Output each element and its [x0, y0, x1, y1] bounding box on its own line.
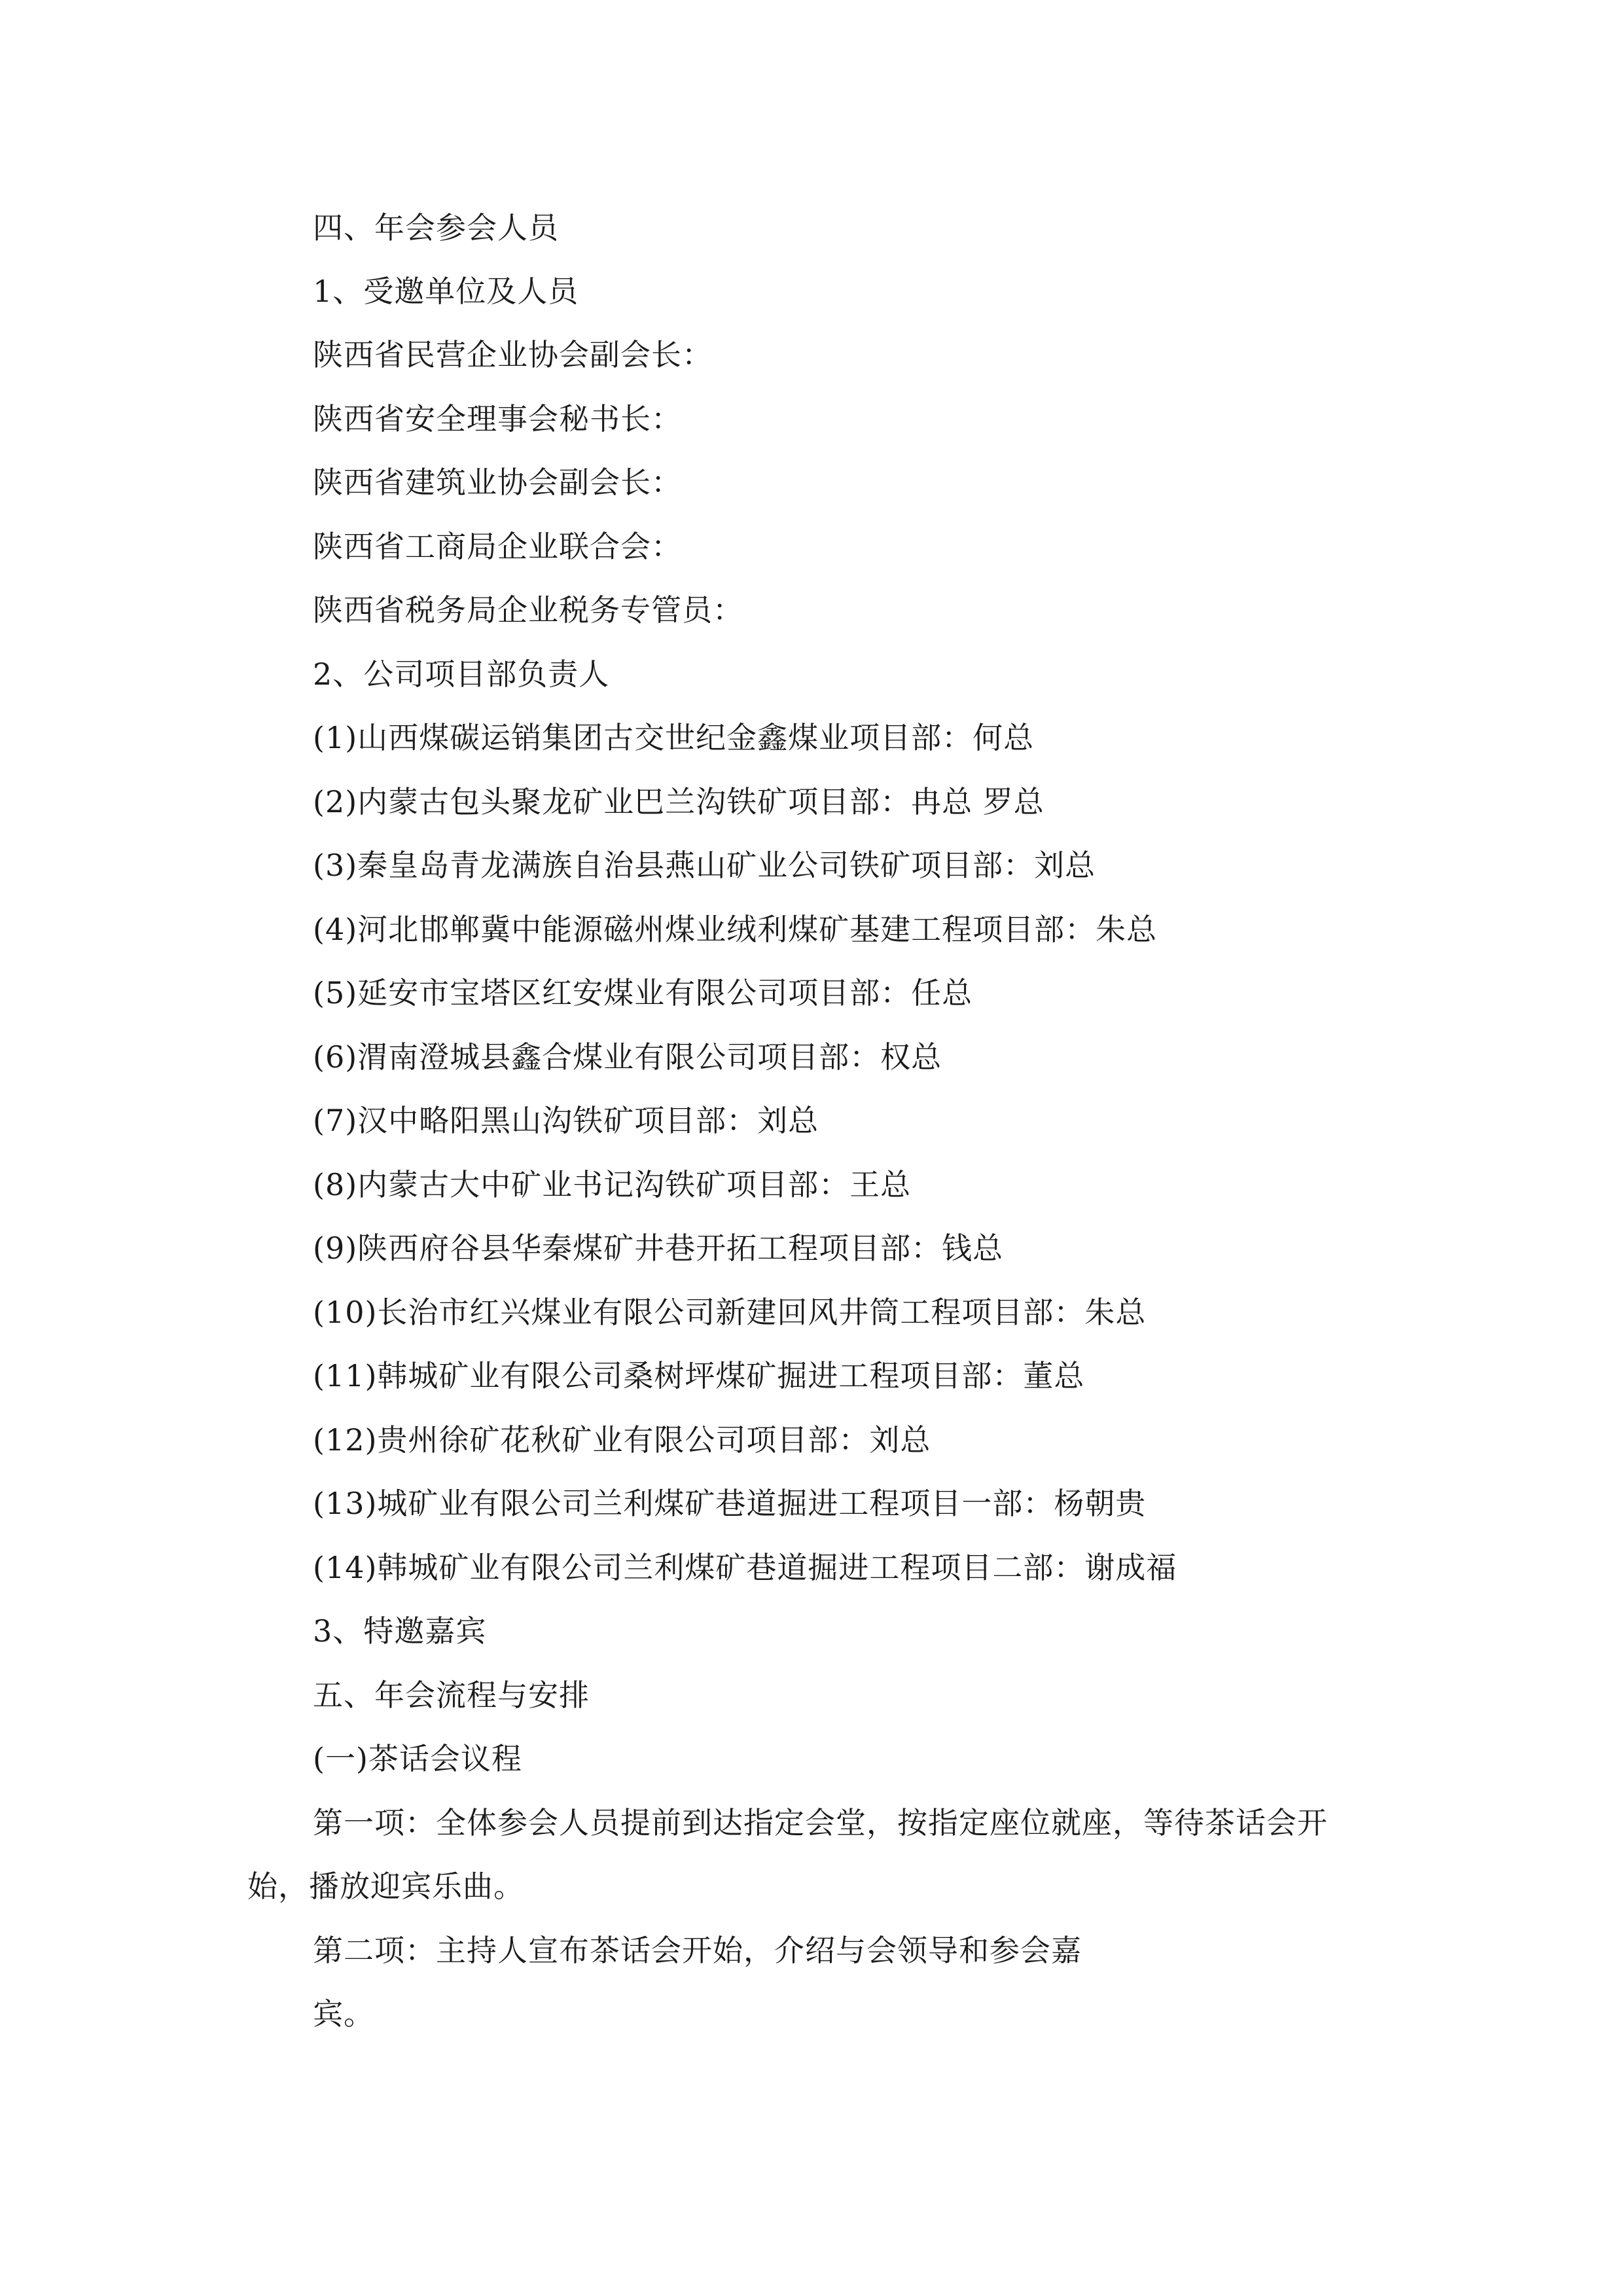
project-line: (10)长治市红兴煤业有限公司新建回风井筒工程项目部：朱总: [313, 1295, 1147, 1330]
project-line: (4)河北邯郸冀中能源磁州煤业绒利煤矿基建工程项目部：朱总: [313, 912, 1158, 947]
project-line: (9)陕西府谷县华秦煤矿井巷开拓工程项目部：钱总: [313, 1230, 1004, 1266]
paragraph-line: 第一项：全体参会人员提前到达指定会堂，按指定座位就座，等待茶话会开: [313, 1805, 1328, 1840]
paragraph-line: 第二项：主持人宣布茶话会开始，介绍与会领导和参会嘉: [313, 1933, 1082, 1968]
project-line: (1)山西煤碳运销集团古交世纪金鑫煤业项目部：何总: [313, 720, 1035, 755]
project-line: (2)内蒙古包头聚龙矿业巴兰沟铁矿项目部：冉总 罗总: [313, 784, 1044, 819]
subheading: 3、特邀嘉宾: [313, 1613, 487, 1649]
section-heading: 四、年会参会人员: [313, 210, 559, 245]
project-line: (6)渭南澄城县鑫合煤业有限公司项目部：权总: [313, 1039, 942, 1075]
section-heading: 五、年会流程与安排: [313, 1677, 590, 1713]
subheading: 2、公司项目部负责人: [313, 656, 610, 692]
invitee-line: 陕西省税务局企业税务专管员：: [313, 592, 743, 628]
project-line: (3)秦皇岛青龙满族自治县燕山矿业公司铁矿项目部：刘总: [313, 848, 1096, 883]
project-line: (14)韩城矿业有限公司兰利煤矿巷道掘进工程项目二部：谢成福: [313, 1550, 1177, 1585]
paragraph-line: 宾。: [313, 1996, 374, 2032]
invitee-line: 陕西省民营企业协会副会长：: [313, 337, 713, 372]
project-line: (5)延安市宝塔区红安煤业有限公司项目部：任总: [313, 975, 973, 1011]
invitee-line: 陕西省安全理事会秘书长：: [313, 401, 682, 437]
project-line: (11)韩城矿业有限公司桑树坪煤矿掘进工程项目部：董总: [313, 1358, 1085, 1393]
project-line: (13)城矿业有限公司兰利煤矿巷道掘进工程项目一部：杨朝贵: [313, 1486, 1147, 1521]
subheading: (一)茶话会议程: [313, 1741, 522, 1776]
project-line: (12)贵州徐矿花秋矿业有限公司项目部：刘总: [313, 1422, 931, 1458]
subheading: 1、受邀单位及人员: [313, 274, 579, 309]
project-line: (8)内蒙古大中矿业书记沟铁矿项目部：王总: [313, 1167, 912, 1202]
paragraph-line: 始，播放迎宾乐曲。: [247, 1869, 524, 1904]
project-line: (7)汉中略阳黑山沟铁矿项目部：刘总: [313, 1103, 819, 1138]
invitee-line: 陕西省工商局企业联合会：: [313, 529, 682, 564]
invitee-line: 陕西省建筑业协会副会长：: [313, 465, 682, 500]
